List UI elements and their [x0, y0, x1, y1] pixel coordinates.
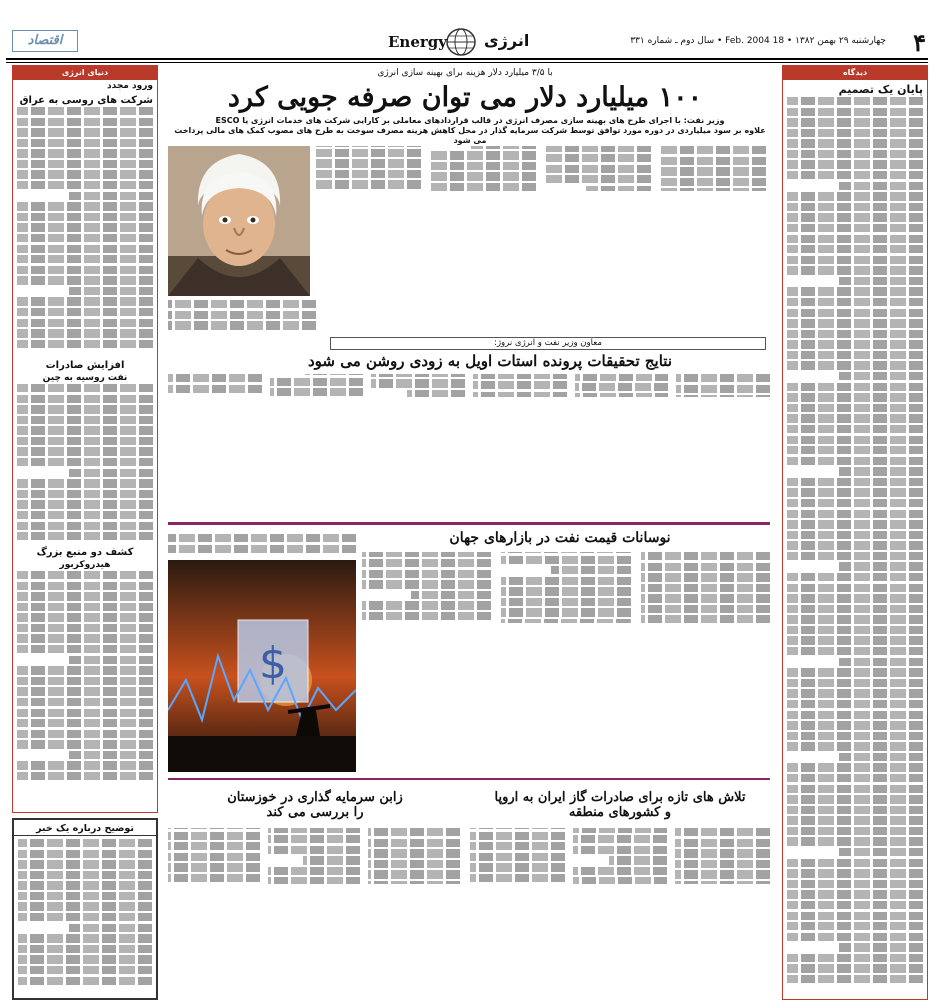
- khuzestan-story-title-line: را بررسی می کند: [266, 805, 364, 820]
- text-line: [661, 157, 766, 165]
- text-line: [675, 828, 770, 836]
- text-line: [17, 213, 153, 221]
- right-column: [782, 65, 928, 1000]
- text-line: [787, 192, 923, 200]
- text-line: [17, 266, 153, 274]
- portrait-photo: [168, 146, 310, 296]
- news-subtitle: هیدروکربور: [59, 560, 111, 570]
- text-line: [168, 874, 260, 882]
- text-line: [168, 842, 260, 850]
- header-rule: [6, 58, 928, 60]
- text-line: [675, 839, 770, 847]
- text-line: [17, 149, 153, 157]
- gas-story-title: [470, 790, 770, 820]
- text-line: [787, 615, 923, 623]
- photo-caption-body: [168, 300, 316, 332]
- text-line: [17, 170, 153, 178]
- text-line: [787, 605, 923, 613]
- text-line: [17, 405, 153, 413]
- main-story-body: [316, 146, 766, 332]
- text-line: [17, 677, 153, 685]
- text-line: [787, 309, 923, 317]
- text-line: [470, 853, 565, 861]
- text-line: [787, 795, 923, 803]
- text-line: [316, 180, 421, 188]
- text-line: [17, 202, 153, 210]
- text-line: [573, 835, 668, 843]
- text-line: [17, 426, 153, 434]
- news-subtitle: نفت روسیه به چین: [42, 373, 128, 383]
- text-line: [411, 591, 491, 599]
- text-line: [168, 321, 316, 329]
- text-line: [839, 277, 923, 285]
- text-line: [787, 287, 923, 295]
- text-line: [69, 192, 153, 200]
- text-line: [168, 545, 356, 553]
- text-line: [546, 154, 651, 162]
- text-line: [18, 850, 152, 858]
- text-line: [573, 867, 668, 875]
- text-line: [787, 351, 923, 359]
- text-line: [17, 329, 153, 337]
- text-line: [470, 874, 565, 882]
- text-line: [787, 584, 923, 592]
- second-story-body: [168, 374, 770, 518]
- second-story-title: نتایج تحقیقات پرونده استات اویل به زودی روشن می شود: [307, 352, 672, 370]
- text-line: [362, 612, 491, 620]
- khuzestan-story-body: [168, 828, 460, 1000]
- text-line: [17, 624, 153, 632]
- text-line: [69, 469, 153, 477]
- text-line: [17, 128, 153, 136]
- text-line: [362, 580, 491, 588]
- lead-line: علاوه بر سود میلیاردی در دوره مورد توافق توسط شرکت سرمایه گذار در محل کاهش هزینه مصرف سوخت به طرح های مصوب کمک های مالی پرداخت می شود: [174, 126, 766, 145]
- text-line: [17, 160, 153, 168]
- text-line: [17, 447, 153, 455]
- news-title: کشف دو منبع بزرگ: [36, 547, 134, 558]
- text-line: [17, 645, 153, 653]
- text-line: [470, 832, 565, 840]
- text-line: [787, 954, 923, 962]
- news-body: [13, 571, 157, 791]
- text-line: [17, 603, 153, 611]
- text-line: [17, 297, 153, 305]
- text-line: [676, 374, 770, 382]
- text-line: [839, 848, 923, 856]
- text-line: [18, 871, 152, 879]
- text-line: [787, 679, 923, 687]
- text-line: [787, 446, 923, 454]
- text-line: [17, 107, 153, 115]
- text-line: [661, 167, 766, 175]
- text-line: [787, 129, 923, 137]
- text-line: [787, 890, 923, 898]
- text-line: [270, 388, 364, 396]
- text-line: [787, 594, 923, 602]
- section-title-fa: انرژی: [484, 31, 530, 50]
- text-line: [268, 867, 360, 875]
- text-line: [787, 869, 923, 877]
- svg-text:$: $: [259, 638, 287, 689]
- text-line: [362, 570, 491, 578]
- note-box-body: [14, 836, 156, 994]
- text-line: [17, 437, 153, 445]
- text-line: [268, 846, 360, 854]
- text-line: [787, 108, 923, 116]
- text-line: [787, 319, 923, 327]
- text-line: [787, 912, 923, 920]
- section-divider: [168, 778, 770, 780]
- text-line: [168, 300, 316, 308]
- text-line: [787, 732, 923, 740]
- text-line: [546, 165, 651, 173]
- left-column: [12, 65, 158, 813]
- text-line: [18, 934, 152, 942]
- right-column-title: پایان یک تصمیم: [838, 83, 923, 96]
- text-line: [573, 846, 668, 854]
- text-line: [641, 605, 770, 613]
- text-line: [551, 566, 631, 574]
- text-line: [675, 849, 770, 857]
- text-line: [17, 223, 153, 231]
- text-line: [787, 816, 923, 824]
- text-line: [17, 522, 153, 530]
- portrait-image: [168, 146, 310, 296]
- text-line: [787, 139, 923, 147]
- text-line: [839, 372, 923, 380]
- text-line: [18, 955, 152, 963]
- text-line: [17, 276, 153, 284]
- text-line: [17, 245, 153, 253]
- main-story-supertitle: با ۳/۵ میلیارد دلار هزینه برای بهینه سازی انرژی: [377, 68, 553, 78]
- text-line: [676, 385, 770, 393]
- text-line: [18, 945, 152, 953]
- text-line: [641, 584, 770, 592]
- text-line: [839, 753, 923, 761]
- text-line: [787, 922, 923, 930]
- text-line: [641, 573, 770, 581]
- text-line: [17, 340, 153, 348]
- news-title: افزایش صادرات: [45, 360, 125, 371]
- text-line: [69, 751, 153, 759]
- text-line: [18, 977, 152, 985]
- text-line: [787, 785, 923, 793]
- text-line: [17, 500, 153, 508]
- text-line: [17, 118, 153, 126]
- text-line: [501, 598, 630, 606]
- text-line: [787, 393, 923, 401]
- text-line: [787, 520, 923, 528]
- text-line: [787, 118, 923, 126]
- text-line: [675, 870, 770, 878]
- text-line: [368, 849, 460, 857]
- text-line: [18, 839, 152, 847]
- text-line: [787, 700, 923, 708]
- text-line: [17, 761, 153, 769]
- text-line: [168, 832, 260, 840]
- text-line: [168, 311, 316, 319]
- text-line: [362, 601, 491, 609]
- text-line: [787, 235, 923, 243]
- text-line: [168, 374, 262, 382]
- text-line: [69, 656, 153, 664]
- text-line: [787, 383, 923, 391]
- oil-story-title: نوسانات قیمت نفت در بازارهای جهان: [449, 530, 671, 546]
- text-line: [787, 636, 923, 644]
- text-line: [17, 687, 153, 695]
- text-line: [787, 827, 923, 835]
- text-line: [316, 159, 421, 167]
- text-line: [431, 151, 536, 159]
- header-rule-thin: [6, 62, 928, 63]
- gas-story-title-line: تلاش های تازه برای صادرات گاز ایران به اروپا: [494, 790, 746, 805]
- text-line: [17, 719, 153, 727]
- page-number: ۴: [913, 28, 926, 57]
- section-title-en: Energy: [388, 33, 447, 51]
- text-line: [787, 689, 923, 697]
- text-line: [17, 384, 153, 392]
- text-line: [661, 146, 766, 154]
- text-line: [787, 573, 923, 581]
- text-line: [371, 379, 465, 387]
- text-line: [787, 340, 923, 348]
- text-line: [17, 395, 153, 403]
- globe-icon: [443, 27, 479, 57]
- text-line: [787, 160, 923, 168]
- text-line: [316, 149, 421, 157]
- news-body: [13, 107, 157, 357]
- text-line: [575, 383, 669, 391]
- text-line: [787, 266, 923, 274]
- text-line: [368, 828, 460, 836]
- text-line: [609, 856, 668, 864]
- text-line: [17, 532, 153, 540]
- khuzestan-story-title: [170, 790, 460, 820]
- news-body: [13, 384, 157, 544]
- text-line: [18, 892, 152, 900]
- text-line: [168, 385, 262, 393]
- main-story-lead: [170, 116, 770, 146]
- text-line: [787, 203, 923, 211]
- text-line: [641, 594, 770, 602]
- text-line: [787, 414, 923, 422]
- text-line: [431, 172, 536, 180]
- right-column-label: دیدگاه: [783, 66, 927, 80]
- text-line: [787, 626, 923, 634]
- text-line: [787, 330, 923, 338]
- text-line: [787, 668, 923, 676]
- text-line: [787, 97, 923, 105]
- text-line: [18, 913, 152, 921]
- text-line: [787, 510, 923, 518]
- text-line: [17, 458, 153, 466]
- main-story-title: ۱۰۰ میلیارد دلار می توان صرفه جویی کرد: [227, 82, 703, 113]
- text-line: [17, 666, 153, 674]
- text-line: [501, 577, 630, 585]
- text-line: [18, 881, 152, 889]
- oil-market-image: [168, 560, 356, 772]
- text-line: [17, 740, 153, 748]
- text-line: [787, 256, 923, 264]
- text-line: [839, 182, 923, 190]
- text-line: [787, 531, 923, 539]
- khuzestan-story-title-line: زابن سرمایه گذاری در خوزستان: [227, 790, 403, 805]
- text-line: [839, 467, 923, 475]
- news-title: شرکت های روسی به عراق: [19, 95, 153, 106]
- text-line: [787, 933, 923, 941]
- text-line: [787, 859, 923, 867]
- text-line: [17, 319, 153, 327]
- text-line: [787, 975, 923, 983]
- text-line: [787, 763, 923, 771]
- oil-story-body: [362, 552, 770, 774]
- text-line: [17, 490, 153, 498]
- text-line: [839, 562, 923, 570]
- text-line: [17, 730, 153, 738]
- text-line: [17, 613, 153, 621]
- text-line: [787, 499, 923, 507]
- text-line: [268, 835, 360, 843]
- text-line: [270, 378, 364, 386]
- text-line: [787, 404, 923, 412]
- text-line: [168, 534, 356, 542]
- text-line: [787, 964, 923, 972]
- text-line: [69, 287, 153, 295]
- text-line: [17, 511, 153, 519]
- text-line: [501, 587, 630, 595]
- text-line: [17, 709, 153, 717]
- text-line: [470, 842, 565, 850]
- gas-story-body: [470, 828, 770, 1000]
- text-line: [168, 853, 260, 861]
- oil-market-photo: [168, 560, 356, 772]
- text-line: [839, 658, 923, 666]
- text-line: [787, 150, 923, 158]
- text-line: [787, 488, 923, 496]
- text-line: [362, 559, 491, 567]
- text-line: [17, 634, 153, 642]
- text-line: [17, 416, 153, 424]
- oil-story-body-left: [168, 534, 356, 560]
- text-line: [787, 425, 923, 433]
- text-line: [787, 245, 923, 253]
- text-line: [787, 774, 923, 782]
- left-column-label: دنیای انرژی: [13, 66, 157, 80]
- text-line: [368, 839, 460, 847]
- text-line: [787, 880, 923, 888]
- text-line: [787, 721, 923, 729]
- text-line: [787, 224, 923, 232]
- text-line: [18, 860, 152, 868]
- text-line: [17, 592, 153, 600]
- section-divider: [168, 522, 770, 525]
- text-line: [787, 436, 923, 444]
- text-line: [431, 162, 536, 170]
- text-line: [17, 582, 153, 590]
- news-kicker: ورود مجدد: [107, 81, 153, 91]
- text-line: [787, 837, 923, 845]
- text-line: [18, 966, 152, 974]
- note-box-title: توضیح درباره یک خبر: [14, 820, 156, 836]
- text-line: [501, 608, 630, 616]
- text-line: [473, 381, 567, 389]
- text-line: [17, 181, 153, 189]
- text-line: [18, 902, 152, 910]
- text-line: [17, 772, 153, 780]
- newspaper-logo: اقتصاد: [12, 30, 78, 52]
- text-line: [787, 806, 923, 814]
- text-line: [787, 457, 923, 465]
- text-line: [17, 571, 153, 579]
- text-line: [368, 860, 460, 868]
- text-line: [470, 863, 565, 871]
- gas-story-title-line: و کشورهای منطقه: [568, 805, 672, 820]
- text-line: [17, 255, 153, 263]
- text-line: [368, 870, 460, 878]
- text-line: [787, 647, 923, 655]
- text-line: [69, 924, 152, 932]
- text-line: [787, 901, 923, 909]
- text-line: [17, 698, 153, 706]
- text-line: [787, 298, 923, 306]
- text-line: [661, 178, 766, 186]
- text-line: [839, 943, 923, 951]
- text-line: [316, 170, 421, 178]
- text-line: [17, 479, 153, 487]
- right-column-body: [783, 97, 927, 997]
- text-line: [17, 139, 153, 147]
- text-line: [787, 541, 923, 549]
- text-line: [787, 361, 923, 369]
- note-box: [12, 818, 158, 1000]
- text-line: [787, 171, 923, 179]
- text-line: [787, 478, 923, 486]
- issue-date: چهارشنبه ۲۹ بهمن ۱۳۸۲ • 18 Feb. 2004 • سال دوم ـ شماره ۳۳۱: [630, 36, 886, 46]
- text-line: [546, 175, 651, 183]
- text-line: [641, 563, 770, 571]
- text-line: [787, 552, 923, 560]
- text-line: [675, 860, 770, 868]
- text-line: [17, 234, 153, 242]
- text-line: [787, 711, 923, 719]
- text-line: [168, 863, 260, 871]
- text-line: [787, 742, 923, 750]
- text-line: [501, 556, 630, 564]
- text-line: [303, 856, 360, 864]
- text-line: [641, 552, 770, 560]
- lead-line: وزیر نفت: با اجرای طرح های بهینه سازی مصرف انرژی در قالب قراردادهای معاملی بر کارایی شرکت های خدمات انرژی یا ESCO: [215, 116, 725, 125]
- story-caption: معاون وزیر نفت و انرژی نروژ:: [330, 337, 766, 350]
- text-line: [17, 308, 153, 316]
- text-line: [787, 213, 923, 221]
